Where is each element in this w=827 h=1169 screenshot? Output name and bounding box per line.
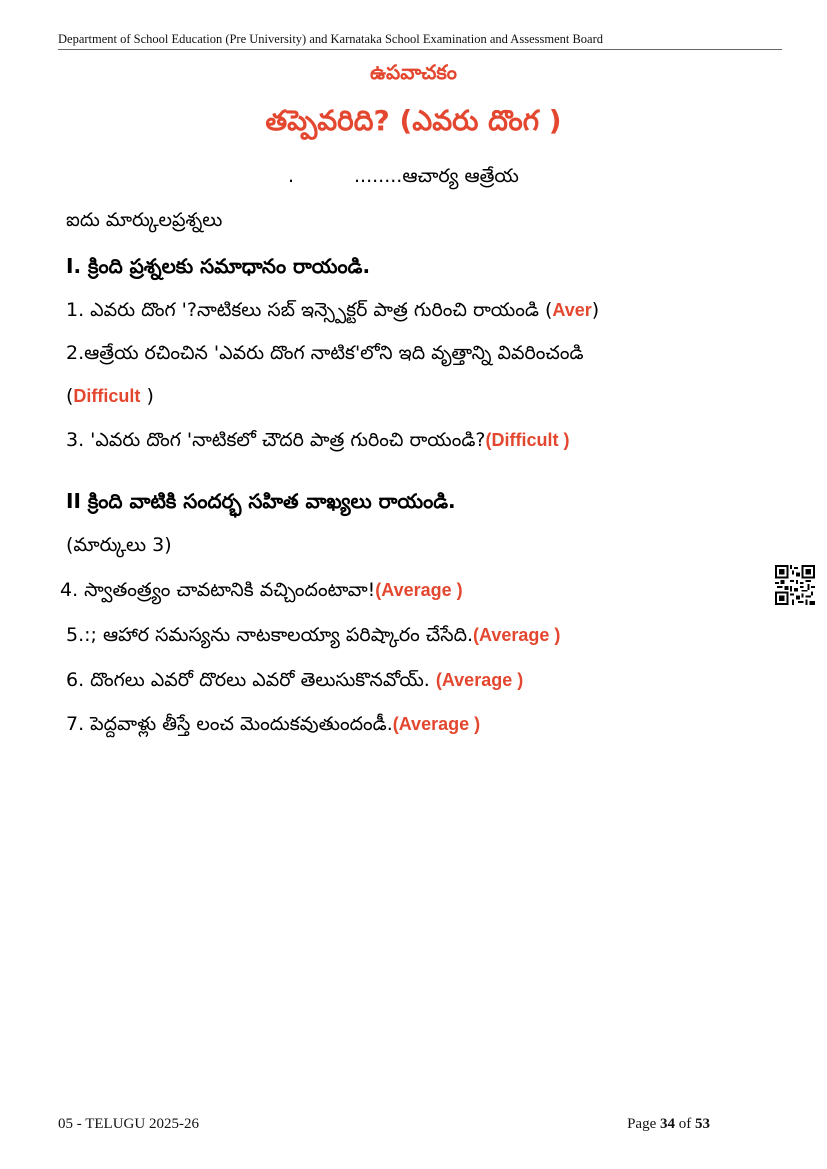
footer-subject: 05 - TELUGU 2025-26	[58, 1116, 199, 1132]
question-5	[66, 624, 560, 651]
footer-page-number	[627, 1116, 710, 1133]
question-2-level: Difficult	[73, 386, 141, 406]
section-1-heading: I. క్రింది ప్రశ్నలకు సమాధానం రాయండి.	[66, 254, 371, 278]
question-1-level: Aver	[552, 300, 592, 320]
question-1	[66, 299, 599, 326]
question-6	[66, 669, 523, 696]
marks-heading: ఐదు మార్కులప్రశ్నలు	[66, 209, 223, 231]
author-dot: .	[288, 165, 295, 187]
question-2: 2.ఆత్రేయ రచించిన 'ఎవరు దొంగ నాటిక'లోని ఇది వృత్తాన్ని వివరించండి	[66, 342, 584, 364]
question-3-level: (Difficult )	[485, 430, 570, 450]
subtitle: ఉపవాచకం	[370, 60, 457, 84]
footer-page-current: 34	[660, 1116, 675, 1132]
question-1-close: )	[591, 299, 600, 321]
page-header: Department of School Education (Pre University) and Karnataka School Examination and Assessment Board	[58, 32, 782, 50]
question-6-level: (Average )	[435, 670, 524, 690]
page-title: తప్పెవరిది? (ఎవరు దొంగ )	[265, 104, 562, 137]
question-2-level-line	[66, 385, 154, 407]
question-7-text: 7. పెద్దవాళ్లు తీస్తే లంచ మెందుకవుతుందండీ.	[66, 713, 393, 735]
question-6-text: 6. దొంగలు ఎవరో దొరలు ఎవరో తెలుసుకొనవోయ్.	[66, 669, 436, 691]
question-5-text: 5.:; ఆహార సమస్యను నాటకాలయ్యా పరిష్కారం చేసేది.	[66, 624, 474, 646]
question-3	[66, 429, 569, 456]
question-7-level: (Average )	[392, 714, 481, 734]
footer-page-label: Page	[627, 1116, 660, 1132]
question-2-close: )	[140, 385, 154, 407]
author-line: ........ఆచార్య ఆత్రేయ	[354, 165, 519, 187]
question-4-level: (Average )	[375, 580, 463, 600]
section-2-heading: II క్రింది వాటికి సందర్భ సహిత వాఖ్యలు రాయండి.	[66, 489, 456, 513]
footer-page-total: 53	[695, 1116, 710, 1132]
question-7	[66, 713, 480, 740]
footer-of-label: of	[675, 1116, 695, 1132]
qr-code-icon	[775, 565, 815, 605]
question-5-level: (Average )	[473, 625, 561, 645]
question-3-text: 3. 'ఎవరు దొంగ 'నాటికలో చౌదరి పాత్ర గురించి రాయండి?	[66, 429, 486, 451]
question-4-text: 4. స్వాతంత్ర్యం చావటానికి వచ్చిందంటావా!	[60, 579, 376, 601]
question-1-text: 1. ఎవరు దొంగ '?నాటికలు సబ్ ఇన్స్పెక్టర్ పాత్ర గురించి రాయండి (	[66, 299, 553, 321]
question-2-open: (	[66, 385, 74, 407]
question-4	[60, 579, 463, 606]
section-2-marks: (మార్కులు 3)	[66, 534, 172, 556]
